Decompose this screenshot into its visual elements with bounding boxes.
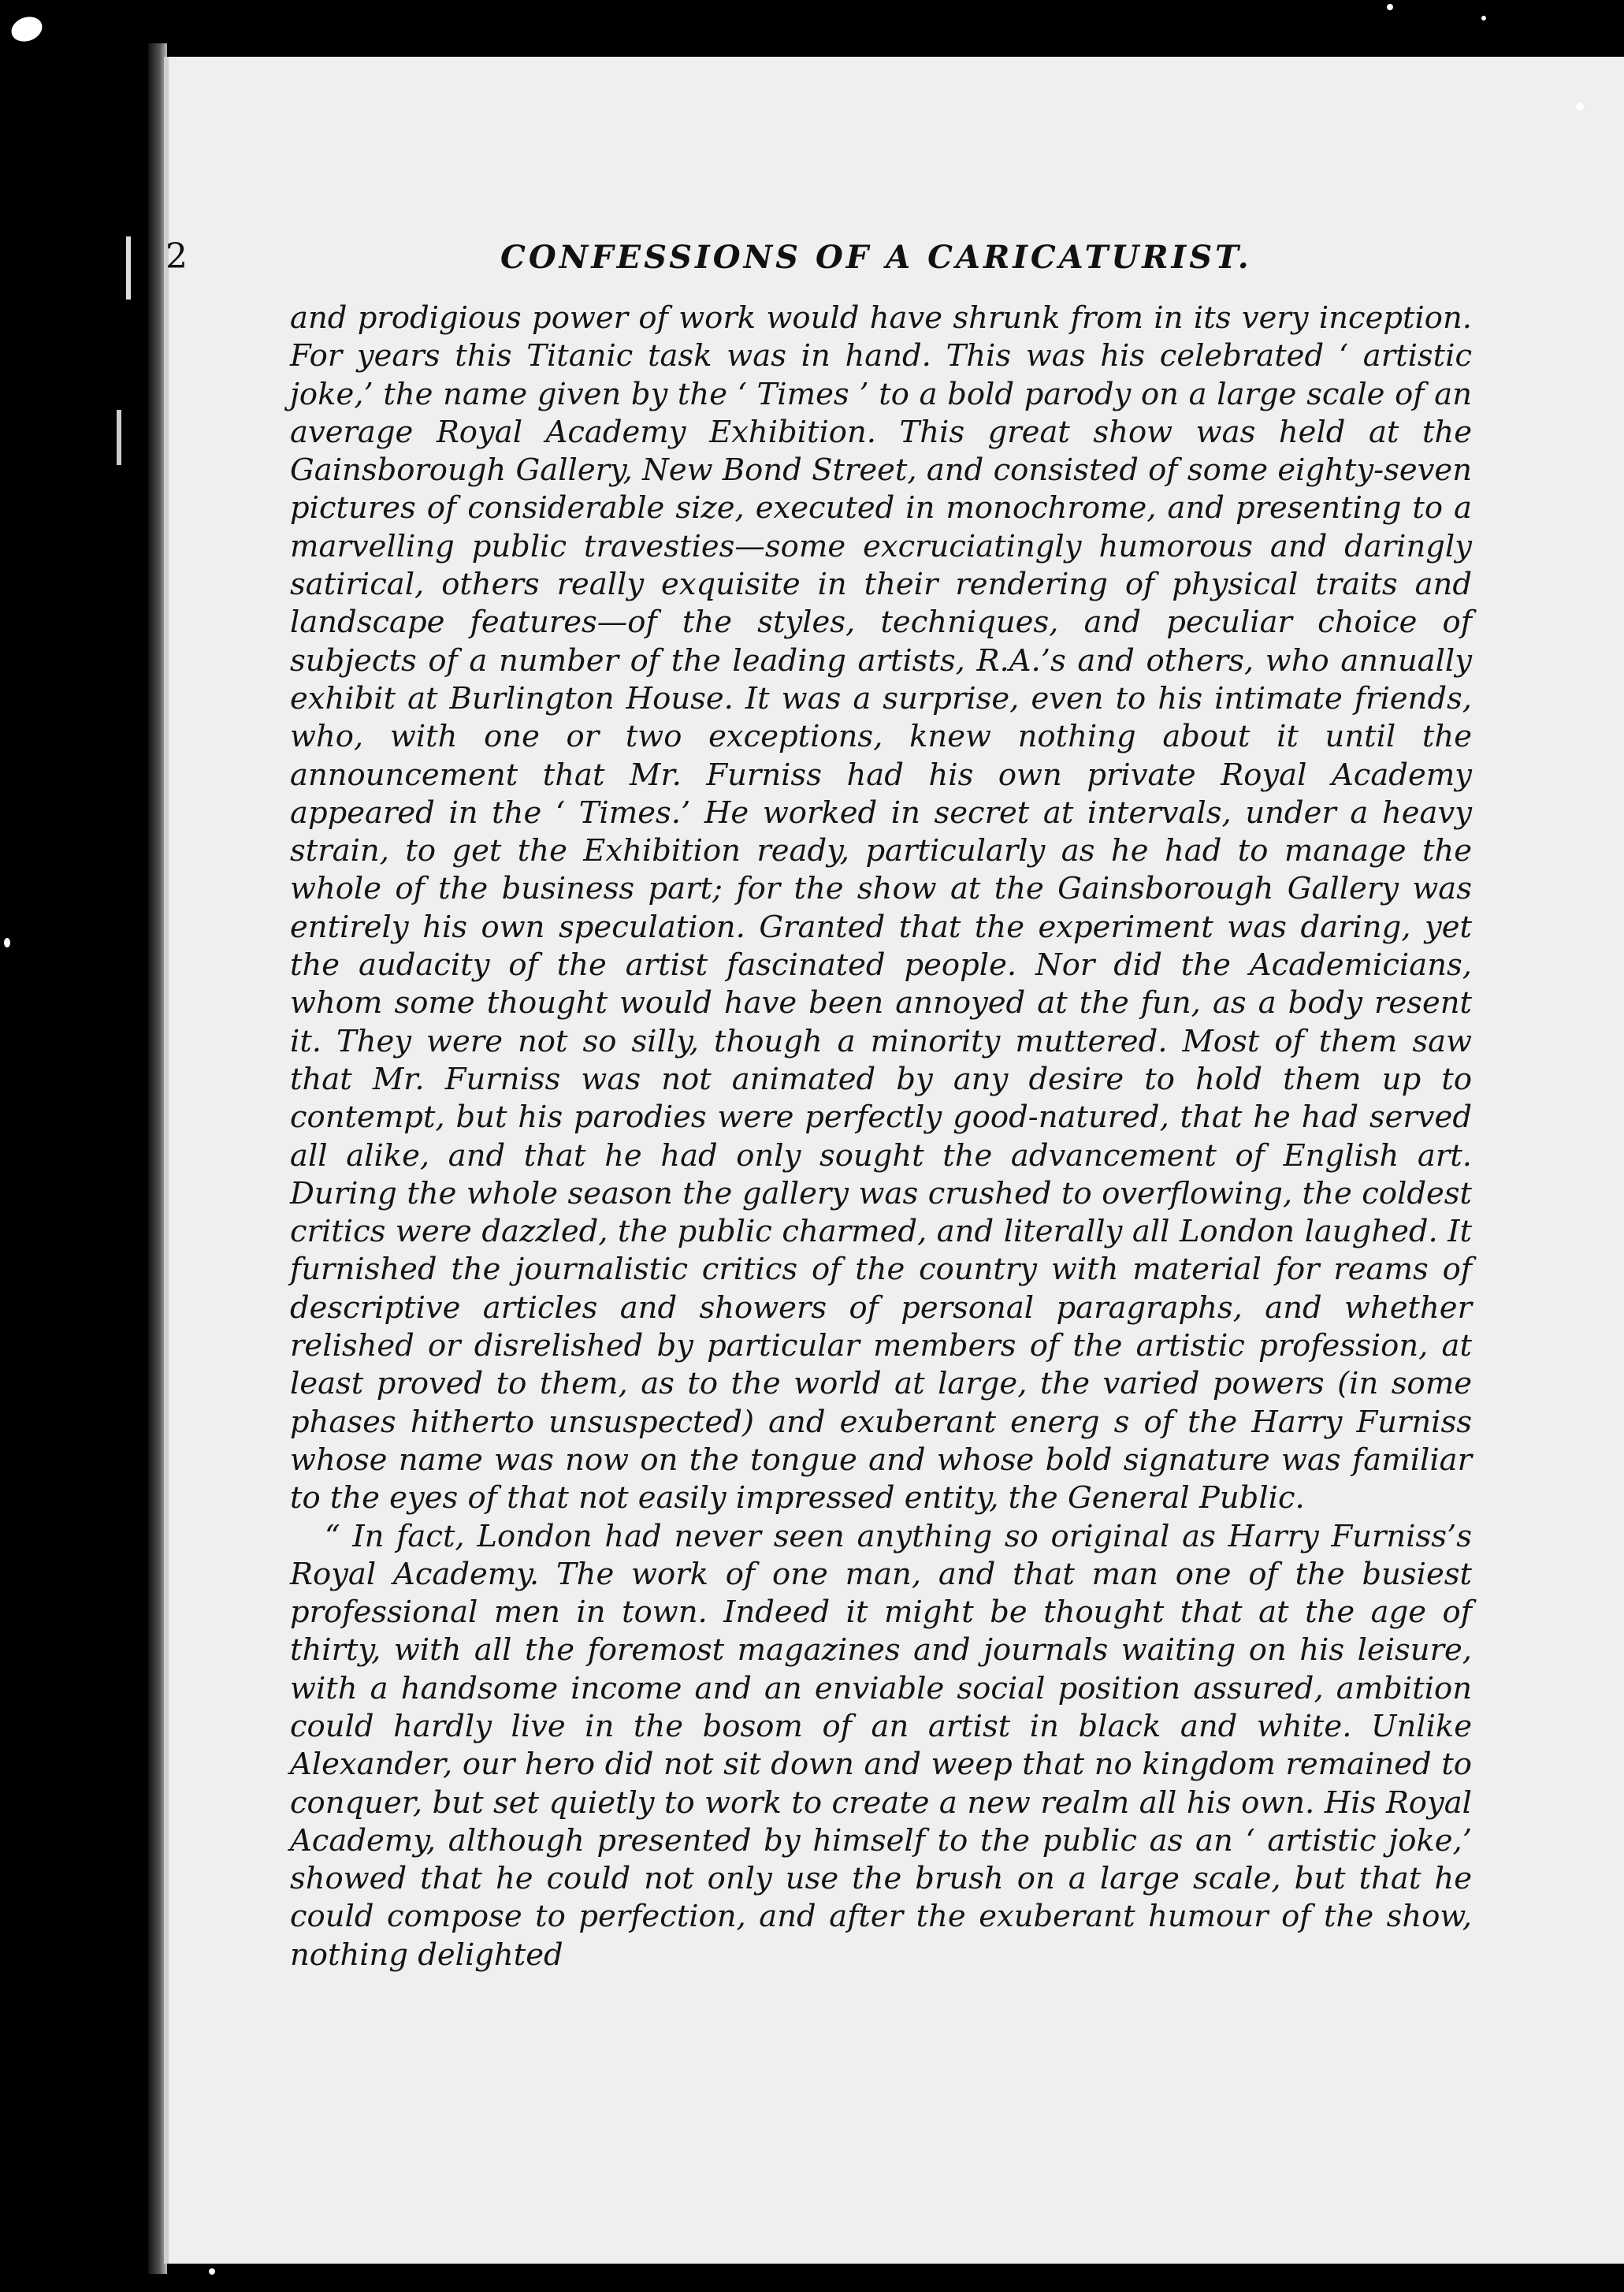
scan-speck <box>209 2268 215 2275</box>
scan-speck <box>4 938 10 947</box>
margin-mark <box>117 410 121 465</box>
paragraph-1: and prodigious power of work would have shrunk from in its very inception. For years this Titanic task was in hand. This was his celebrated ‘ artistic joke,’ the name given by the ‘ Times ’ to a bold parody on a large scale of an average Royal Academy Exhibition. This great show was held at the Gainsborough Gallery, New Bond Street, and consisted of some eighty-seven pictures of considerable size, executed in monochrome, and presenting to a marvelling public travesties—some excruciatingly humorous and daringly satirical, others really exquisite in their rendering of physical traits and landscape features—of the styles, techniques, and peculiar choice of subjects of a number of the leading artists, R.A.’s and others, who annually exhibit at Burlington House. It was a surprise, even to his intimate friends, who, with one or two exceptions, knew nothing about it until the announcement that Mr. Furniss had his own private Royal Academy appeared in the ‘ Times.’ He worked in secret at intervals, under a heavy strain, to get the Exhibition ready, particularly as he had to manage the whole of the business part; for the show at the Gainsborough Gallery was entirely his own speculation. Granted that the experiment was daring, yet the audacity of the artist fascinated people. Nor did the Academicians, whom some thought would have been annoyed at the fun, as a body resent it. They were not so silly, though a minority muttered. Most of them saw that Mr. Furniss was not animated by any desire to hold them up to contempt, but his parodies were perfectly good-natured, that he had served all alike, and that he had only sought the advancement of English art. During the whole season the gallery was crushed to overflowing, the coldest critics were dazzled, the public charmed, and literally all London laughed. It furnished the journalistic critics of the country with material for reams of descriptive articles and showers of personal paragraphs, and whether relished or disrelished by particular members of the artistic profession, at least proved to them, as to the world at large, the varied powers (in some phases hitherto unsuspected) and exuberant energ s of the Harry Furniss whose name was now on the tongue and whose bold signature was familiar to the eyes of that not easily impressed entity, the General Public. <box>290 300 1472 1516</box>
scan-speck <box>1387 4 1393 10</box>
scan-speck <box>1576 102 1584 110</box>
scan-speck <box>1481 16 1486 20</box>
body-text <box>290 300 1472 1974</box>
running-head-title: CONFESSIONS OF A CARICATURIST. <box>500 239 1252 276</box>
page-number: 2 <box>165 236 188 277</box>
paragraph-2: “ In fact, London had never seen anything so original as Harry Furniss’s Royal Academy. The work of one man, and that man one of the busiest professional men in town. Indeed it might be thought that at the age of thirty, with all the foremost magazines and journals waiting on his leisure, with a handsome income and an enviable social position assured, ambition could hardly live in the bosom of an artist in black and white. Unlike Alexander, our hero did not sit down and weep that no kingdom remained to conquer, but set quietly to work to create a new realm all his own. His Royal Academy, although presented by himself to the public as an ‘ artistic joke,’ showed that he could not only use the brush on a large scale, but that he could compose to perfection, and after the exuberant humour of the show, nothing delighted <box>290 1518 1472 1973</box>
scan-speck <box>8 13 46 46</box>
margin-mark <box>126 236 131 300</box>
